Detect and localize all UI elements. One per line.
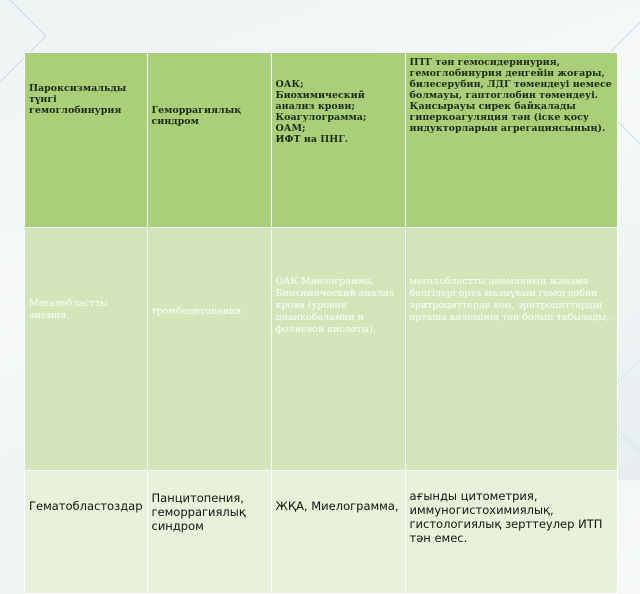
cell-text: Мегалобластты анемия. bbox=[29, 298, 108, 321]
cell-text: тромбоцитопения bbox=[151, 306, 242, 317]
table-cell bbox=[147, 53, 271, 228]
table-cell bbox=[25, 471, 148, 594]
cell-text: ПТГ тән гемосидеринурия, гемоглобинурия деңгейін жоғары, билесерубин, ЛДГ төмендеуі немесе болмауы, гаптоглобин төмендеуі. Қансырауы сирек байқалады гиперкоагуляция тән (іске қосу индукторларын агрегациясының). bbox=[409, 57, 612, 134]
table-cell bbox=[405, 471, 617, 594]
table-cell bbox=[25, 228, 148, 471]
cell-text: Геморрагиялық синдром bbox=[151, 105, 242, 127]
table-cell bbox=[271, 53, 405, 228]
cell-text: ОАК; Биохимический анализ крови; Коагулограмма; ОАМ; ИФТ на ПНГ. bbox=[275, 79, 367, 145]
table-header-row bbox=[25, 53, 618, 228]
diagnosis-table bbox=[24, 52, 618, 594]
cell-text: мегалобластты анемияның жанама белгілері орта мазмұнын гемоглобин эритроциттерде көп, эритроциттердің орташа көлемінің тән болып табылады,. bbox=[409, 276, 612, 323]
table-cell bbox=[271, 228, 405, 471]
table-cell bbox=[147, 228, 271, 471]
table-row bbox=[25, 228, 618, 471]
cell-text: ОАК Миелограмма, Биохимический анализ крови (уровня цианкобаламин и фолиевой кислоты). bbox=[275, 276, 395, 335]
table-row bbox=[25, 471, 618, 594]
cell-text: Пароксизмальды түнгі гемоглобинурия bbox=[29, 83, 127, 116]
table-cell bbox=[271, 471, 405, 594]
table-cell bbox=[405, 228, 617, 471]
cell-text: ағынды цитометрия, иммуногистохимиялық, гистологиялық зерттеулер ИТП тән емес. bbox=[409, 489, 603, 545]
table-cell bbox=[147, 471, 271, 594]
table-cell bbox=[405, 53, 617, 228]
cell-text: Гематобластоздар bbox=[29, 499, 143, 513]
table-cell bbox=[25, 53, 148, 228]
cell-text: ЖҚА, Миелограмма, bbox=[275, 499, 399, 513]
cell-text: Панцитопения, геморрагиялық синдром bbox=[151, 491, 246, 533]
